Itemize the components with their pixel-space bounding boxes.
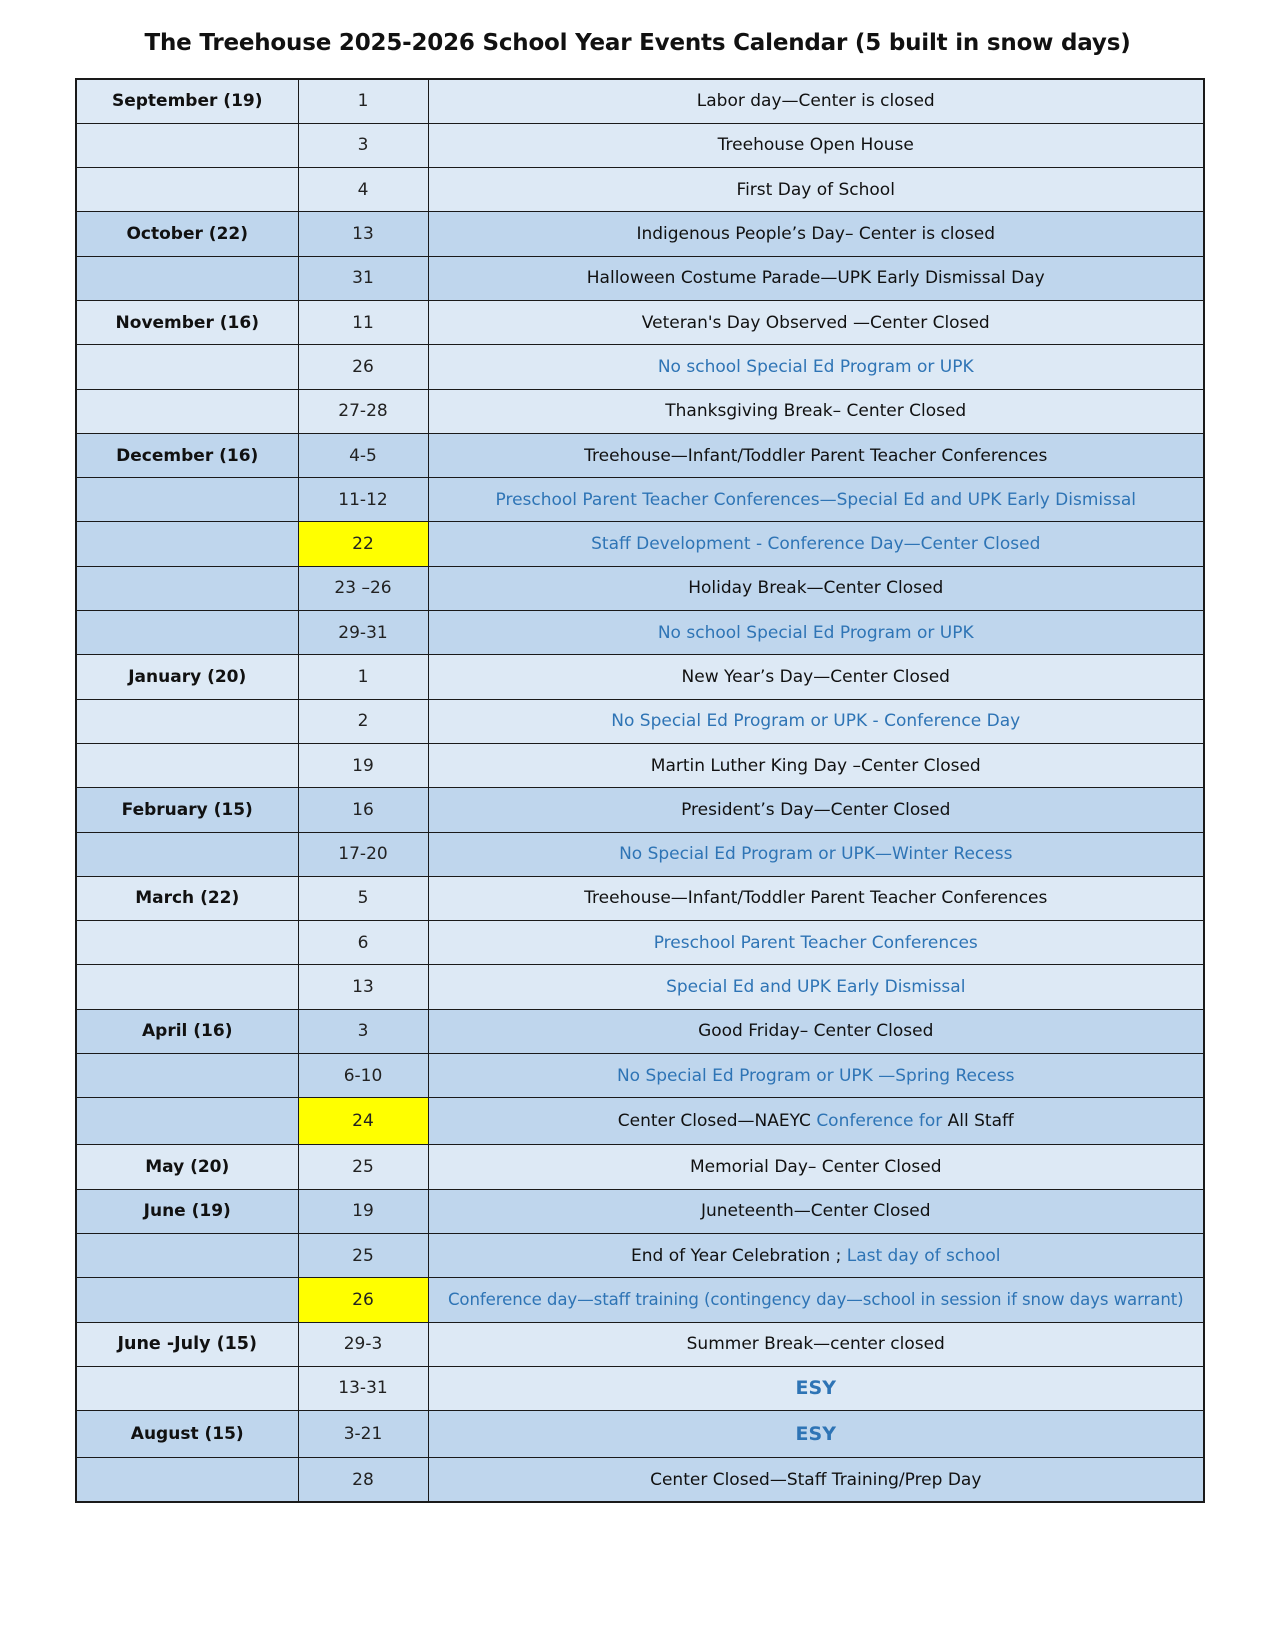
event-text: No school Special Ed Program or UPK (657, 356, 974, 377)
event-text: Special Ed and UPK Early Dismissal (666, 977, 966, 998)
month-cell (76, 921, 298, 965)
date-cell: 1 (298, 79, 428, 123)
table-row (76, 300, 1204, 344)
table-row (76, 1366, 1204, 1410)
table-row (76, 168, 1204, 212)
event-text: Center Closed—NAEYC (617, 1111, 817, 1132)
month-cell (76, 611, 298, 655)
table-row (76, 699, 1204, 743)
month-cell: May (20) (76, 1145, 298, 1189)
table-row (76, 1278, 1204, 1322)
event-cell (428, 212, 1204, 256)
event-text: President’s Day—Center Closed (681, 799, 951, 820)
month-cell: August (15) (76, 1411, 298, 1458)
month-cell: January (20) (76, 655, 298, 699)
event-text: No Special Ed Program or UPK—Winter Recess (619, 844, 1013, 865)
event-cell (428, 1322, 1204, 1366)
date-cell: 19 (298, 743, 428, 787)
table-row (76, 1098, 1204, 1145)
event-cell (428, 1189, 1204, 1233)
month-cell (76, 832, 298, 876)
event-cell (428, 1009, 1204, 1053)
event-text: Thanksgiving Break– Center Closed (665, 401, 967, 422)
date-cell: 1 (298, 655, 428, 699)
event-cell (428, 1366, 1204, 1410)
event-cell (428, 123, 1204, 167)
event-text: Preschool Parent Teacher Conferences (653, 932, 978, 953)
month-cell (76, 345, 298, 389)
month-cell (76, 1366, 298, 1410)
month-cell (76, 743, 298, 787)
date-cell: 11-12 (298, 478, 428, 522)
event-cell (428, 1458, 1204, 1502)
table-row (76, 832, 1204, 876)
event-cell (428, 699, 1204, 743)
date-cell: 2 (298, 699, 428, 743)
month-cell (76, 699, 298, 743)
table-row (76, 1145, 1204, 1189)
event-text: No Special Ed Program or UPK - Conference Day (611, 711, 1021, 732)
month-cell (76, 123, 298, 167)
event-text: End of Year Celebration ; (631, 1245, 847, 1266)
table-row (76, 1054, 1204, 1098)
event-text: Center Closed—Staff Training/Prep Day (650, 1469, 982, 1490)
event-cell (428, 611, 1204, 655)
page-title: The Treehouse 2025-2026 School Year Events Calendar (5 built in snow days) (144, 30, 1131, 56)
date-cell: 6-10 (298, 1054, 428, 1098)
date-cell: 5 (298, 876, 428, 920)
event-text: Conference for (816, 1111, 948, 1132)
event-cell (428, 788, 1204, 832)
event-text: Memorial Day– Center Closed (689, 1156, 942, 1177)
date-cell: 4-5 (298, 433, 428, 477)
event-text: No Special Ed Program or UPK —Spring Recess (616, 1065, 1015, 1086)
event-text: Treehouse—Infant/Toddler Parent Teacher Conferences (584, 888, 1048, 909)
event-cell (428, 743, 1204, 787)
event-cell (428, 566, 1204, 610)
month-cell: June -July (15) (76, 1322, 298, 1366)
month-cell (76, 256, 298, 300)
event-text: Juneteenth—Center Closed (700, 1201, 931, 1222)
event-cell (428, 256, 1204, 300)
event-text: Holiday Break—Center Closed (688, 578, 944, 599)
event-text: Preschool Parent Teacher Conferences—Special Ed and UPK Early Dismissal (495, 489, 1136, 510)
table-row (76, 478, 1204, 522)
month-cell (76, 389, 298, 433)
month-cell (76, 522, 298, 566)
highlighted-date-cell: 22 (298, 522, 428, 566)
event-cell (428, 1411, 1204, 1458)
event-text: First Day of School (736, 179, 895, 200)
month-cell: October (22) (76, 212, 298, 256)
date-cell: 4 (298, 168, 428, 212)
event-cell (428, 655, 1204, 699)
date-cell: 26 (298, 345, 428, 389)
date-cell: 6 (298, 921, 428, 965)
event-text: Halloween Costume Parade—UPK Early Dismissal Day (586, 268, 1045, 289)
table-row (76, 876, 1204, 920)
date-cell: 11 (298, 300, 428, 344)
date-cell: 16 (298, 788, 428, 832)
date-cell: 27-28 (298, 389, 428, 433)
month-cell (76, 1054, 298, 1098)
event-cell (428, 1098, 1204, 1145)
event-text: Veteran's Day Observed —Center Closed (641, 312, 990, 333)
table-row (76, 123, 1204, 167)
date-cell: 28 (298, 1458, 428, 1502)
table-row (76, 921, 1204, 965)
date-cell: 3-21 (298, 1411, 428, 1458)
event-text: No school Special Ed Program or UPK (657, 622, 974, 643)
highlighted-date-cell: 24 (298, 1098, 428, 1145)
table-row (76, 1411, 1204, 1458)
event-cell (428, 1233, 1204, 1277)
event-cell (428, 832, 1204, 876)
date-cell: 25 (298, 1145, 428, 1189)
date-cell: 29-3 (298, 1322, 428, 1366)
date-cell: 31 (298, 256, 428, 300)
event-cell (428, 345, 1204, 389)
month-cell (76, 566, 298, 610)
date-cell: 17-20 (298, 832, 428, 876)
date-cell: 13-31 (298, 1366, 428, 1410)
event-text: Staff Development - Conference Day—Center Closed (591, 534, 1041, 555)
table-row (76, 433, 1204, 477)
event-cell (428, 79, 1204, 123)
month-cell (76, 1458, 298, 1502)
month-cell: March (22) (76, 876, 298, 920)
date-cell: 3 (298, 1009, 428, 1053)
event-cell (428, 300, 1204, 344)
date-cell: 25 (298, 1233, 428, 1277)
table-row (76, 655, 1204, 699)
date-cell: 29-31 (298, 611, 428, 655)
date-cell: 13 (298, 965, 428, 1009)
event-cell (428, 478, 1204, 522)
month-cell: June (19) (76, 1189, 298, 1233)
month-cell (76, 1278, 298, 1322)
month-cell: December (16) (76, 433, 298, 477)
table-row (76, 743, 1204, 787)
month-cell (76, 168, 298, 212)
event-text: Treehouse Open House (717, 135, 914, 156)
event-cell (428, 433, 1204, 477)
table-row (76, 788, 1204, 832)
event-cell (428, 1278, 1204, 1322)
calendar-body (76, 79, 1204, 1502)
highlighted-date-cell: 26 (298, 1278, 428, 1322)
event-text: Good Friday– Center Closed (698, 1021, 934, 1042)
date-cell: 13 (298, 212, 428, 256)
month-cell: September (19) (76, 79, 298, 123)
event-cell (428, 1145, 1204, 1189)
event-text: Last day of school (846, 1245, 1001, 1266)
event-text: ESY (795, 1377, 836, 1400)
table-row (76, 566, 1204, 610)
table-row (76, 345, 1204, 389)
table-row (76, 611, 1204, 655)
month-cell (76, 1098, 298, 1145)
month-cell (76, 1233, 298, 1277)
event-text: New Year’s Day—Center Closed (681, 667, 950, 687)
event-cell (428, 921, 1204, 965)
table-row (76, 389, 1204, 433)
table-row (76, 1189, 1204, 1233)
event-text: Treehouse—Infant/Toddler Parent Teacher Conferences (584, 445, 1048, 466)
date-cell: 23 –26 (298, 566, 428, 610)
table-row (76, 965, 1204, 1009)
event-text: Labor day—Center is closed (696, 91, 935, 112)
event-cell (428, 876, 1204, 920)
month-cell: April (16) (76, 1009, 298, 1053)
month-cell (76, 965, 298, 1009)
table-row (76, 212, 1204, 256)
event-cell (428, 965, 1204, 1009)
event-text: Summer Break—center closed (686, 1334, 945, 1355)
table-row (76, 256, 1204, 300)
event-text: ESY (795, 1423, 836, 1446)
month-cell (76, 478, 298, 522)
date-cell: 19 (298, 1189, 428, 1233)
event-cell (428, 389, 1204, 433)
table-row (76, 1009, 1204, 1053)
month-cell: February (15) (76, 788, 298, 832)
month-cell: November (16) (76, 300, 298, 344)
event-text: Martin Luther King Day –Center Closed (650, 755, 981, 776)
event-text: All Staff (947, 1111, 1014, 1132)
events-calendar-table (75, 78, 1205, 1503)
event-text: Indigenous People’s Day– Center is closed (636, 224, 996, 245)
event-text: Conference day—staff training (contingency day—school in session if snow days warrant) (447, 1290, 1184, 1310)
table-row (76, 1233, 1204, 1277)
date-cell: 3 (298, 123, 428, 167)
table-row (76, 79, 1204, 123)
table-row (76, 1322, 1204, 1366)
table-row (76, 522, 1204, 566)
event-cell (428, 168, 1204, 212)
event-cell (428, 522, 1204, 566)
event-cell (428, 1054, 1204, 1098)
table-row (76, 1458, 1204, 1502)
